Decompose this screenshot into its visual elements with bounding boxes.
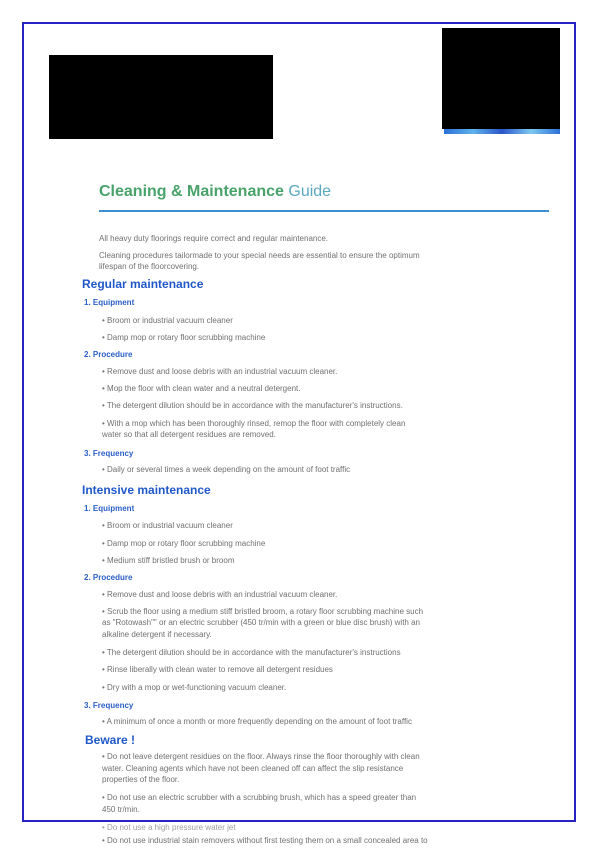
regular-equipment-item-1: • Broom or industrial vacuum cleaner	[102, 316, 233, 325]
beware-item-2: • Do not use an electric scrubber with a scrubbing brush, which has a speed greater than	[102, 793, 417, 802]
intensive-procedure-item-4: • Rinse liberally with clean water to remove all detergent residues	[102, 665, 333, 674]
regular-frequency-heading: 3. Frequency	[84, 449, 134, 458]
regular-maintenance-heading: Regular maintenance	[82, 277, 204, 291]
intensive-procedure-item-3: • The detergent dilution should be in accordance with the manufacturer's instructions	[102, 648, 401, 657]
intensive-frequency-item-1: • A minimum of once a month or more frequently depending on the amount of foot traffic	[102, 717, 412, 726]
regular-procedure-item-1: • Remove dust and loose debris with an industrial vacuum cleaner.	[102, 367, 338, 376]
beware-item-1-cont: water. Cleaning agents which have not been cleaned off can affect the slip resistance	[102, 764, 404, 773]
regular-equipment-item-2: • Damp mop or rotary floor scrubbing machine	[102, 333, 266, 342]
title-light: Guide	[283, 183, 332, 200]
intro-line-1: All heavy duty floorings require correct and regular maintenance.	[99, 234, 329, 243]
beware-item-1-end: properties of the floor.	[102, 775, 180, 784]
title-strong: Cleaning & Maintenance	[99, 183, 284, 200]
beware-item-2-cont: 450 tr/min.	[102, 805, 140, 814]
beware-item-3: • Do not use a high pressure water jet	[102, 823, 236, 832]
regular-procedure-item-4-cont: water so that all detergent residues are removed.	[102, 430, 276, 439]
intro-line-3: lifespan of the floorcovering.	[99, 262, 200, 271]
beware-heading: Beware !	[85, 733, 136, 747]
redacted-logo-block	[49, 55, 273, 139]
intensive-equipment-heading: 1. Equipment	[84, 504, 135, 513]
intensive-procedure-item-2-cont: as "Rotowash"" or an electric scrubber (450 tr/min with a green or blue disc brush) with an	[102, 618, 420, 627]
intensive-procedure-item-2-end: alkaline detergent if necessary.	[102, 630, 212, 639]
regular-procedure-heading: 2. Procedure	[84, 350, 133, 359]
intensive-procedure-item-2: • Scrub the floor using a medium stiff bristled broom, a rotary floor scrubbing machine such	[102, 607, 424, 616]
intensive-equipment-item-3: • Medium stiff bristled brush or broom	[102, 556, 235, 565]
beware-item-4: • Do not use industrial stain removers without first testing them on a small concealed area to	[102, 836, 428, 845]
regular-frequency-item-1: • Daily or several times a week depending on the amount of foot traffic	[102, 465, 351, 474]
page-title	[99, 183, 331, 201]
intensive-equipment-item-2: • Damp mop or rotary floor scrubbing machine	[102, 539, 266, 548]
beware-item-1: • Do not leave detergent residues on the floor. Always rinse the floor thoroughly with clean	[102, 752, 420, 761]
regular-procedure-item-4: • With a mop which has been thoroughly rinsed, remop the floor with completely clean	[102, 419, 406, 428]
regular-equipment-heading: 1. Equipment	[84, 298, 135, 307]
regular-procedure-item-2: • Mop the floor with clean water and a neutral detergent.	[102, 384, 301, 393]
intensive-equipment-item-1: • Broom or industrial vacuum cleaner	[102, 521, 233, 530]
title-underline	[99, 210, 549, 212]
intensive-procedure-item-1: • Remove dust and loose debris with an industrial vacuum cleaner.	[102, 590, 338, 599]
intensive-procedure-heading: 2. Procedure	[84, 573, 133, 582]
regular-procedure-item-3: • The detergent dilution should be in accordance with the manufacturer's instructions.	[102, 401, 403, 410]
intensive-maintenance-heading: Intensive maintenance	[82, 483, 211, 497]
redacted-image-block	[442, 28, 560, 129]
intro-line-2: Cleaning procedures tailormade to your special needs are essential to ensure the optimum	[99, 251, 420, 260]
intensive-procedure-item-5: • Dry with a mop or wet-functioning vacuum cleaner.	[102, 683, 287, 692]
intensive-frequency-heading: 3. Frequency	[84, 701, 134, 710]
image-edge-fragment	[444, 129, 560, 134]
